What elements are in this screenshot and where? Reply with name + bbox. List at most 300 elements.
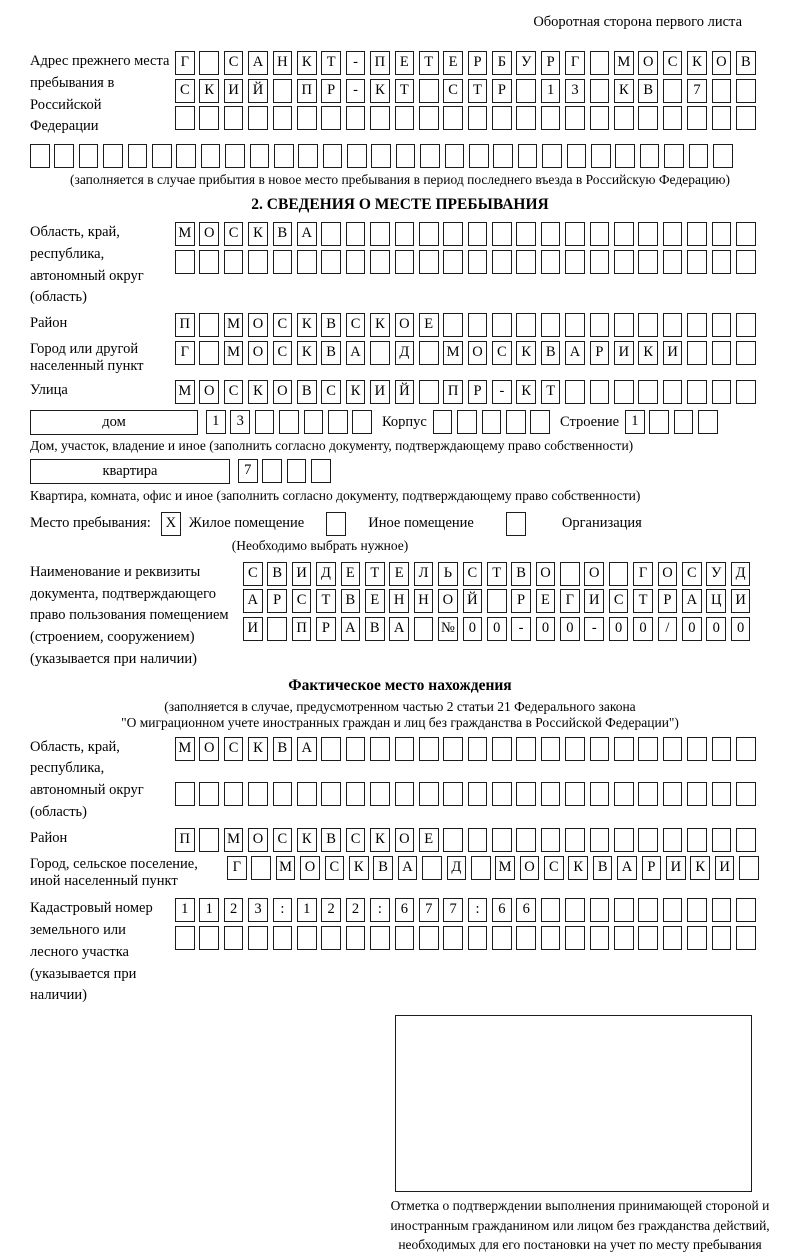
form-cell[interactable]	[273, 79, 293, 103]
form-cell[interactable]	[493, 144, 513, 168]
form-cell[interactable]	[468, 222, 488, 246]
form-cell[interactable]: М	[175, 380, 195, 404]
form-cell[interactable]: И	[715, 856, 735, 880]
form-cell[interactable]	[248, 782, 268, 806]
form-cell[interactable]	[224, 106, 244, 130]
form-cell[interactable]: Ц	[706, 589, 726, 613]
form-cell[interactable]	[590, 380, 610, 404]
form-cell[interactable]: 1	[541, 79, 561, 103]
form-cell[interactable]	[712, 313, 732, 337]
form-cell[interactable]	[199, 106, 219, 130]
form-cell[interactable]	[687, 313, 707, 337]
form-cell[interactable]: М	[614, 51, 634, 75]
form-cell[interactable]	[712, 380, 732, 404]
form-cell[interactable]: Й	[248, 79, 268, 103]
form-cell[interactable]	[565, 106, 585, 130]
form-cell[interactable]	[565, 737, 585, 761]
form-cell[interactable]	[736, 341, 756, 365]
form-cell[interactable]: А	[346, 341, 366, 365]
form-cell[interactable]	[614, 250, 634, 274]
form-cell[interactable]	[689, 144, 709, 168]
form-cell[interactable]	[590, 737, 610, 761]
form-cell[interactable]	[614, 828, 634, 852]
form-cell[interactable]	[199, 313, 219, 337]
form-cell[interactable]	[395, 222, 415, 246]
form-cell[interactable]	[614, 106, 634, 130]
form-cell[interactable]	[565, 828, 585, 852]
form-cell[interactable]: А	[248, 51, 268, 75]
form-cell[interactable]: /	[658, 617, 678, 641]
form-cell[interactable]	[541, 250, 561, 274]
form-cell[interactable]: С	[321, 380, 341, 404]
form-cell[interactable]: А	[398, 856, 418, 880]
form-cell[interactable]	[255, 410, 275, 434]
form-cell[interactable]: Г	[565, 51, 585, 75]
form-cell[interactable]	[321, 782, 341, 806]
form-cell[interactable]: 0	[487, 617, 507, 641]
form-cell[interactable]	[395, 250, 415, 274]
form-cell[interactable]: К	[199, 79, 219, 103]
form-cell[interactable]: Б	[492, 51, 512, 75]
form-cell[interactable]: :	[370, 898, 390, 922]
form-cell[interactable]	[518, 144, 538, 168]
form-cell[interactable]: 1	[297, 898, 317, 922]
form-cell[interactable]	[422, 856, 442, 880]
form-cell[interactable]: С	[292, 589, 312, 613]
form-cell[interactable]: О	[248, 828, 268, 852]
form-cell[interactable]: Г	[175, 341, 195, 365]
form-cell[interactable]: Е	[419, 313, 439, 337]
form-cell[interactable]	[419, 106, 439, 130]
form-cell[interactable]	[663, 222, 683, 246]
form-cell[interactable]: К	[297, 313, 317, 337]
form-cell[interactable]	[395, 926, 415, 950]
form-cell[interactable]: О	[248, 341, 268, 365]
form-cell[interactable]	[471, 856, 491, 880]
form-cell[interactable]	[541, 737, 561, 761]
form-cell[interactable]	[516, 106, 536, 130]
form-cell[interactable]	[321, 106, 341, 130]
form-cell[interactable]: О	[248, 313, 268, 337]
form-cell[interactable]	[565, 782, 585, 806]
form-cell[interactable]: 0	[560, 617, 580, 641]
form-cell[interactable]	[371, 144, 391, 168]
form-cell[interactable]	[199, 250, 219, 274]
form-cell[interactable]	[687, 222, 707, 246]
form-cell[interactable]: О	[273, 380, 293, 404]
form-cell[interactable]: К	[370, 828, 390, 852]
form-cell[interactable]	[419, 250, 439, 274]
form-cell[interactable]: В	[297, 380, 317, 404]
form-cell[interactable]: П	[443, 380, 463, 404]
form-cell[interactable]: С	[273, 828, 293, 852]
form-cell[interactable]	[713, 144, 733, 168]
form-cell[interactable]	[347, 144, 367, 168]
form-cell[interactable]	[712, 926, 732, 950]
form-cell[interactable]: К	[370, 313, 390, 337]
form-cell[interactable]	[224, 926, 244, 950]
form-cell[interactable]	[267, 617, 287, 641]
form-cell[interactable]: М	[276, 856, 296, 880]
form-cell[interactable]	[492, 106, 512, 130]
form-cell[interactable]	[225, 144, 245, 168]
form-cell[interactable]: 1	[625, 410, 645, 434]
form-cell[interactable]	[541, 222, 561, 246]
form-cell[interactable]: -	[584, 617, 604, 641]
form-cell[interactable]	[487, 589, 507, 613]
form-cell[interactable]	[419, 782, 439, 806]
form-cell[interactable]: Р	[468, 51, 488, 75]
form-cell[interactable]	[516, 737, 536, 761]
form-cell[interactable]: Г	[175, 51, 195, 75]
form-cell[interactable]	[346, 926, 366, 950]
form-cell[interactable]	[224, 250, 244, 274]
form-cell[interactable]: Д	[447, 856, 467, 880]
form-cell[interactable]: С	[224, 222, 244, 246]
form-cell[interactable]	[542, 144, 562, 168]
form-cell[interactable]: М	[224, 828, 244, 852]
form-cell[interactable]: Т	[633, 589, 653, 613]
form-cell[interactable]: С	[325, 856, 345, 880]
form-cell[interactable]	[370, 222, 390, 246]
form-cell[interactable]	[638, 106, 658, 130]
form-cell[interactable]	[273, 106, 293, 130]
form-cell[interactable]	[590, 79, 610, 103]
form-cell[interactable]: О	[638, 51, 658, 75]
form-cell[interactable]	[346, 106, 366, 130]
form-cell[interactable]: Р	[658, 589, 678, 613]
form-cell[interactable]: С	[443, 79, 463, 103]
form-cell[interactable]: Й	[463, 589, 483, 613]
form-cell[interactable]: С	[243, 562, 263, 586]
form-cell[interactable]: С	[224, 51, 244, 75]
form-cell[interactable]: О	[199, 737, 219, 761]
form-cell[interactable]: В	[341, 589, 361, 613]
form-cell[interactable]	[541, 782, 561, 806]
form-cell[interactable]	[516, 782, 536, 806]
form-cell[interactable]	[370, 926, 390, 950]
form-cell[interactable]: 0	[706, 617, 726, 641]
form-cell[interactable]	[433, 410, 453, 434]
form-cell[interactable]	[638, 782, 658, 806]
form-cell[interactable]	[736, 898, 756, 922]
form-cell[interactable]	[663, 898, 683, 922]
form-cell[interactable]	[614, 782, 634, 806]
form-cell[interactable]: М	[495, 856, 515, 880]
form-cell[interactable]	[370, 106, 390, 130]
form-cell[interactable]	[468, 106, 488, 130]
form-cell[interactable]: Р	[316, 617, 336, 641]
form-cell[interactable]: А	[682, 589, 702, 613]
form-cell[interactable]	[541, 106, 561, 130]
form-cell[interactable]	[516, 222, 536, 246]
form-cell[interactable]: С	[224, 737, 244, 761]
form-cell[interactable]	[590, 898, 610, 922]
form-cell[interactable]: Н	[389, 589, 409, 613]
form-cell[interactable]	[687, 737, 707, 761]
form-cell[interactable]	[609, 562, 629, 586]
form-cell[interactable]	[736, 222, 756, 246]
form-cell[interactable]: О	[712, 51, 732, 75]
form-cell[interactable]: В	[267, 562, 287, 586]
form-cell[interactable]	[443, 828, 463, 852]
form-cell[interactable]	[54, 144, 74, 168]
form-cell[interactable]	[638, 250, 658, 274]
form-cell[interactable]: -	[492, 380, 512, 404]
form-cell[interactable]	[492, 313, 512, 337]
form-cell[interactable]	[323, 144, 343, 168]
form-cell[interactable]	[468, 782, 488, 806]
form-cell[interactable]	[516, 79, 536, 103]
form-cell[interactable]: С	[609, 589, 629, 613]
form-cell[interactable]: 0	[609, 617, 629, 641]
form-cell[interactable]: Е	[389, 562, 409, 586]
form-cell[interactable]	[482, 410, 502, 434]
form-cell[interactable]: А	[565, 341, 585, 365]
form-cell[interactable]: И	[224, 79, 244, 103]
form-cell[interactable]: М	[224, 313, 244, 337]
form-cell[interactable]	[712, 341, 732, 365]
form-cell[interactable]	[419, 222, 439, 246]
form-cell[interactable]: К	[614, 79, 634, 103]
form-cell[interactable]	[736, 79, 756, 103]
form-cell[interactable]	[419, 79, 439, 103]
form-cell[interactable]: 3	[565, 79, 585, 103]
form-cell[interactable]	[590, 926, 610, 950]
form-cell[interactable]	[445, 144, 465, 168]
form-cell[interactable]	[638, 898, 658, 922]
form-cell[interactable]: С	[346, 313, 366, 337]
form-cell[interactable]	[638, 380, 658, 404]
form-cell[interactable]	[443, 106, 463, 130]
form-cell[interactable]	[516, 828, 536, 852]
form-cell[interactable]: -	[346, 51, 366, 75]
form-cell[interactable]: Ь	[438, 562, 458, 586]
form-cell[interactable]: К	[248, 380, 268, 404]
form-cell[interactable]	[248, 250, 268, 274]
form-cell[interactable]: К	[638, 341, 658, 365]
form-cell[interactable]: Е	[419, 828, 439, 852]
form-cell[interactable]	[279, 410, 299, 434]
form-cell[interactable]	[492, 926, 512, 950]
form-cell[interactable]	[687, 380, 707, 404]
form-cell[interactable]	[567, 144, 587, 168]
form-cell[interactable]	[175, 106, 195, 130]
form-cell[interactable]: О	[199, 222, 219, 246]
form-cell[interactable]	[736, 250, 756, 274]
form-cell[interactable]: В	[736, 51, 756, 75]
form-cell[interactable]: С	[663, 51, 683, 75]
form-cell[interactable]	[615, 144, 635, 168]
form-cell[interactable]: В	[321, 828, 341, 852]
stay-type-checkbox-organization[interactable]	[506, 512, 526, 536]
form-cell[interactable]	[565, 926, 585, 950]
form-cell[interactable]	[103, 144, 123, 168]
form-cell[interactable]: В	[365, 617, 385, 641]
form-cell[interactable]	[199, 782, 219, 806]
form-cell[interactable]	[712, 737, 732, 761]
form-cell[interactable]	[565, 313, 585, 337]
form-cell[interactable]: -	[346, 79, 366, 103]
form-cell[interactable]	[638, 222, 658, 246]
form-cell[interactable]	[614, 926, 634, 950]
form-cell[interactable]	[273, 926, 293, 950]
form-cell[interactable]: А	[297, 737, 317, 761]
form-cell[interactable]	[469, 144, 489, 168]
form-cell[interactable]	[287, 459, 307, 483]
form-cell[interactable]: 0	[682, 617, 702, 641]
form-cell[interactable]: С	[224, 380, 244, 404]
form-cell[interactable]	[30, 144, 50, 168]
form-cell[interactable]: С	[273, 341, 293, 365]
form-cell[interactable]	[370, 250, 390, 274]
form-cell[interactable]	[560, 562, 580, 586]
form-cell[interactable]	[250, 144, 270, 168]
form-cell[interactable]	[687, 782, 707, 806]
form-cell[interactable]: А	[617, 856, 637, 880]
form-cell[interactable]	[698, 410, 718, 434]
form-cell[interactable]: В	[321, 341, 341, 365]
form-cell[interactable]	[492, 782, 512, 806]
form-cell[interactable]: 7	[419, 898, 439, 922]
form-cell[interactable]	[321, 222, 341, 246]
form-cell[interactable]: И	[731, 589, 751, 613]
form-cell[interactable]: 1	[175, 898, 195, 922]
form-cell[interactable]	[663, 782, 683, 806]
form-cell[interactable]	[736, 106, 756, 130]
form-cell[interactable]	[614, 737, 634, 761]
form-cell[interactable]: 2	[224, 898, 244, 922]
form-cell[interactable]	[506, 410, 526, 434]
form-cell[interactable]	[638, 737, 658, 761]
form-cell[interactable]	[663, 250, 683, 274]
form-cell[interactable]: Р	[321, 79, 341, 103]
form-cell[interactable]	[590, 106, 610, 130]
form-cell[interactable]	[687, 926, 707, 950]
form-cell[interactable]: И	[292, 562, 312, 586]
form-cell[interactable]: Й	[395, 380, 415, 404]
form-cell[interactable]	[541, 926, 561, 950]
form-cell[interactable]: Д	[395, 341, 415, 365]
form-cell[interactable]	[687, 250, 707, 274]
form-cell[interactable]	[541, 828, 561, 852]
form-cell[interactable]	[346, 250, 366, 274]
form-cell[interactable]: Т	[468, 79, 488, 103]
form-cell[interactable]	[443, 313, 463, 337]
form-cell[interactable]: К	[346, 380, 366, 404]
form-cell[interactable]	[273, 782, 293, 806]
form-cell[interactable]: В	[373, 856, 393, 880]
form-cell[interactable]	[541, 313, 561, 337]
form-cell[interactable]	[175, 782, 195, 806]
form-cell[interactable]: 1	[206, 410, 226, 434]
form-cell[interactable]	[614, 380, 634, 404]
form-cell[interactable]: 7	[238, 459, 258, 483]
form-cell[interactable]: Т	[541, 380, 561, 404]
form-cell[interactable]	[224, 782, 244, 806]
form-cell[interactable]: О	[199, 380, 219, 404]
form-cell[interactable]	[712, 222, 732, 246]
form-cell[interactable]: Д	[316, 562, 336, 586]
form-cell[interactable]: С	[463, 562, 483, 586]
form-cell[interactable]: О	[536, 562, 556, 586]
form-cell[interactable]	[79, 144, 99, 168]
form-cell[interactable]	[201, 144, 221, 168]
form-cell[interactable]	[128, 144, 148, 168]
form-cell[interactable]	[298, 144, 318, 168]
form-cell[interactable]: К	[370, 79, 390, 103]
form-cell[interactable]	[395, 782, 415, 806]
form-cell[interactable]: Г	[633, 562, 653, 586]
form-cell[interactable]: О	[520, 856, 540, 880]
form-cell[interactable]	[614, 313, 634, 337]
form-cell[interactable]: Г	[227, 856, 247, 880]
form-cell[interactable]: К	[687, 51, 707, 75]
form-cell[interactable]: М	[175, 737, 195, 761]
form-cell[interactable]: М	[224, 341, 244, 365]
form-cell[interactable]	[565, 222, 585, 246]
form-cell[interactable]: 0	[633, 617, 653, 641]
form-cell[interactable]	[321, 737, 341, 761]
form-cell[interactable]	[565, 380, 585, 404]
form-cell[interactable]	[346, 222, 366, 246]
form-cell[interactable]: А	[243, 589, 263, 613]
form-cell[interactable]	[443, 926, 463, 950]
form-cell[interactable]: И	[370, 380, 390, 404]
form-cell[interactable]	[420, 144, 440, 168]
form-cell[interactable]	[736, 380, 756, 404]
form-cell[interactable]	[565, 898, 585, 922]
form-cell[interactable]	[273, 250, 293, 274]
form-cell[interactable]: У	[706, 562, 726, 586]
form-cell[interactable]	[274, 144, 294, 168]
form-cell[interactable]	[590, 51, 610, 75]
form-cell[interactable]	[468, 313, 488, 337]
form-cell[interactable]	[687, 898, 707, 922]
form-cell[interactable]: Н	[414, 589, 434, 613]
form-cell[interactable]	[736, 782, 756, 806]
form-cell[interactable]	[199, 51, 219, 75]
form-cell[interactable]	[736, 926, 756, 950]
form-cell[interactable]	[352, 410, 372, 434]
form-cell[interactable]: Р	[541, 51, 561, 75]
form-cell[interactable]	[663, 737, 683, 761]
form-cell[interactable]	[638, 313, 658, 337]
form-cell[interactable]	[664, 144, 684, 168]
form-cell[interactable]	[663, 313, 683, 337]
form-cell[interactable]	[590, 313, 610, 337]
form-cell[interactable]	[443, 250, 463, 274]
form-cell[interactable]	[663, 926, 683, 950]
form-cell[interactable]	[516, 926, 536, 950]
form-cell[interactable]	[674, 410, 694, 434]
form-cell[interactable]	[530, 410, 550, 434]
form-cell[interactable]	[712, 79, 732, 103]
form-cell[interactable]: О	[300, 856, 320, 880]
form-cell[interactable]: 0	[463, 617, 483, 641]
form-cell[interactable]: 2	[346, 898, 366, 922]
form-cell[interactable]: 6	[492, 898, 512, 922]
form-cell[interactable]: Е	[365, 589, 385, 613]
form-cell[interactable]	[175, 250, 195, 274]
form-cell[interactable]	[663, 380, 683, 404]
form-cell[interactable]	[370, 341, 390, 365]
form-cell[interactable]	[687, 828, 707, 852]
form-cell[interactable]	[370, 782, 390, 806]
form-cell[interactable]	[638, 926, 658, 950]
form-cell[interactable]: Т	[316, 589, 336, 613]
form-cell[interactable]	[311, 459, 331, 483]
